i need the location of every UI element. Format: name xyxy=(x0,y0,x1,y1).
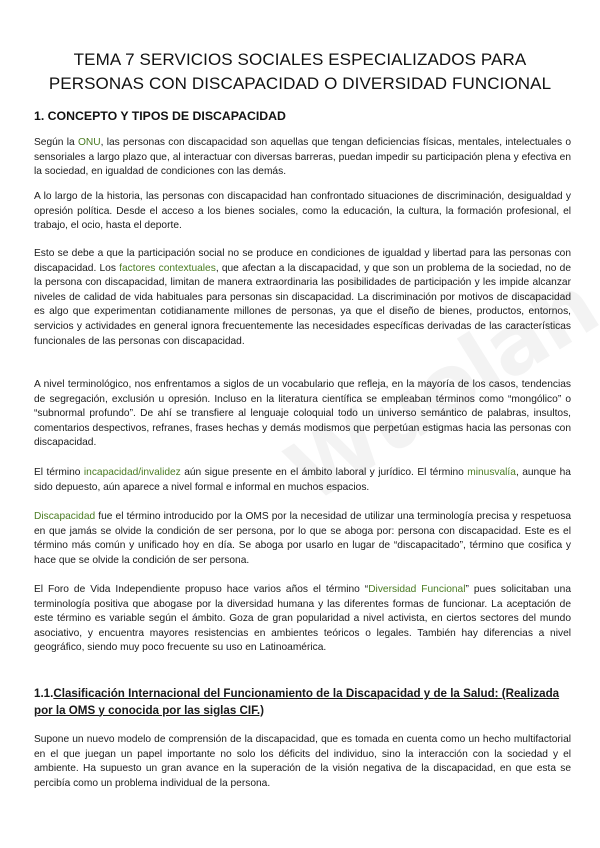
paragraph-history: A lo largo de la historia, las personas con discapacidad han confrontado situaciones de discriminación, desigualdad y opresión política. Desde el acceso a los bienes sociales, como la educación, la cultura, la formación profesional, el trabajo, el ocio, hasta el deporte. xyxy=(34,191,571,232)
title-line-1: TEMA 7 SERVICIOS SOCIALES ESPECIALIZADOS PARA xyxy=(73,50,527,69)
paragraph-diversidad-funcional xyxy=(34,583,571,656)
section-heading: 1. CONCEPTO Y TIPOS DE DISCAPACIDAD xyxy=(34,109,286,123)
text-run: El Foro de Vida Independiente propuso hace varios años el término “ xyxy=(34,584,369,595)
paragraph-incapacidad xyxy=(34,466,571,495)
page-title xyxy=(20,48,580,96)
highlight-onu: ONU xyxy=(77,137,101,148)
text-run: aún sigue presente en el ámbito laboral y jurídico. El término xyxy=(180,467,468,478)
text-run: ” pues solicitaban una terminología positiva que abogase por la diversidad humana y las diferentes formas de funcionar. La aceptación de este término es variable según el ámbito. Goza de gran popularidad a nivel activista, en ciertos sectores del mundo asociativo, y encuentra mayores resistencias en ambientes teóricos o legales. También hay diferencias a nivel geográfico, siendo muy poco frecuente su uso en Latinoamérica. xyxy=(34,584,571,654)
paragraph-discapacidad xyxy=(34,510,571,568)
subsection-number: 1.1. xyxy=(34,687,54,700)
text-run: Según la xyxy=(34,137,78,148)
highlight-minusvalia: minusvalía xyxy=(467,467,516,478)
paragraph-cif-model: Supone un nuevo modelo de comprensión de la discapacidad, que es tomada en cuenta como un hecho multifactorial en el que juegan un papel importante no solo los déficits del individuo, sino la interacción con la sociedad y el ambiente. Ha supuesto un gran avance en la superación de la visión negativa de la discapacidad, en que esta se percibía como un problema individual de la persona. xyxy=(34,734,571,789)
highlight-incapacidad: incapacidad/invalidez xyxy=(83,467,181,478)
highlight-discapacidad: Discapacidad xyxy=(34,511,96,522)
paragraph-terminology: A nivel terminológico, nos enfrentamos a siglos de un vocabulario que refleja, en la mayoría de los casos, tendencias de segregación, exclusión u opresión. Incluso en la literatura científica se empleaban términos como “mongólico” o “subnormal profundo”. De ahí se transfiere al lenguaje coloquial todo un universo semántico de palabras, insultos, comentarios despectivos, refranes, frases hechas y demás modismos que perpetúan estigmas hacia las personas con discapacidad. xyxy=(34,379,571,449)
title-line-2: PERSONAS CON DISCAPACIDAD O DIVERSIDAD FUNCIONAL xyxy=(48,74,552,93)
text-run: fue el término introducido por la OMS por la necesidad de utilizar una terminología precisa y respetuosa en que jamás se olvide la condición de ser persona, por lo que se aboga por: persona con discapacidad. Este es el término más común y unificado hoy en día. Se aboga por usarlo en lugar de “discapacitado”, término que cosifica y hace que se olvide la condición de ser persona. xyxy=(34,511,571,566)
text-run: , que afectan a la discapacidad, y que son un problema de la sociedad, no de la persona con discapacidad, limitan de manera extraordinaria las posibilidades de participación y les impide alcanzar niveles de calidad de vida habituales para personas sin discapacidad. La discriminación por motivos de discapacidad es algo que experimentan cotidianamente millones de personas, ya que el diseño de bienes, productos, entornos, servicios y actividades en general ignora frecuentemente las necesidades específicas derivadas de las características funcionales de las personas con discapacidad. xyxy=(34,262,571,347)
paragraph-contextual-factors xyxy=(34,247,571,349)
text-run: , las personas con discapacidad son aquellas que tengan deficiencias físicas, mentales, intelectuales o sensoriales a largo plazo que, al interactuar con diversas barreras, puedan impedir su participación plena y efectiva en la sociedad, en igualdad de condiciones con las demás. xyxy=(34,137,571,178)
highlight-diversidad-funcional: Diversidad Funcional xyxy=(368,584,466,595)
subsection-heading xyxy=(34,686,574,719)
text-run: , aunque ha sido depuesto, aún aparece a nivel formal e informal en muchos espacios. xyxy=(34,467,571,493)
text-run: Esto se debe a que la participación social no se produce en condiciones de igualdad y libertad para las personas con discapacidad. Los xyxy=(34,248,571,274)
subsection-title: Clasificación Internacional del Funcionamiento de la Discapacidad y de la Salud: (Realizada por la OMS y conocida por las siglas CIF.) xyxy=(34,687,560,717)
text-run: El término xyxy=(34,467,84,478)
paragraph-definition xyxy=(34,136,571,180)
highlight-factores-contextuales: factores contextuales xyxy=(119,262,216,274)
